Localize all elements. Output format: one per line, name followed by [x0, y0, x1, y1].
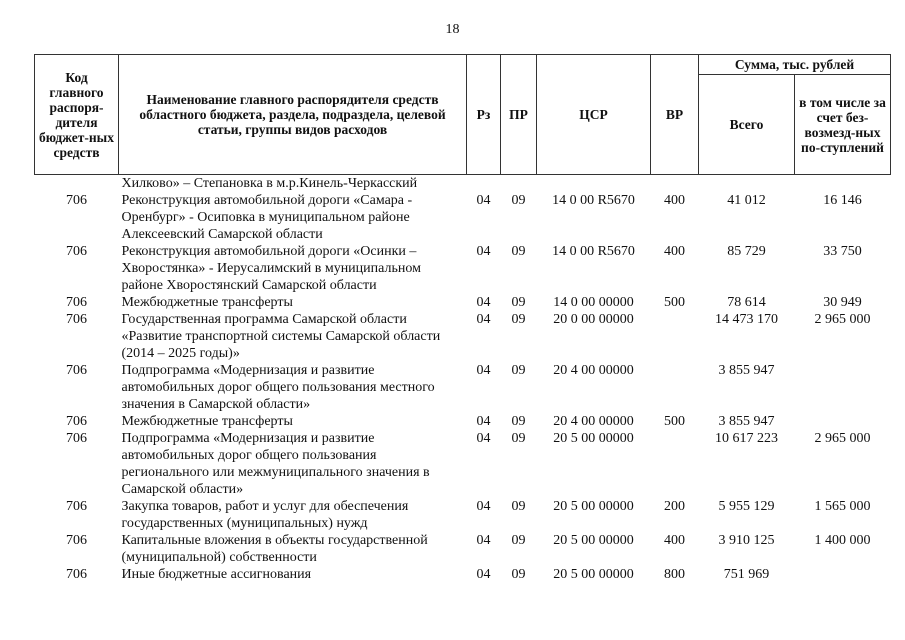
cell-csr — [537, 175, 651, 193]
table-row — [35, 192, 891, 243]
cell-pr: 09 — [511, 567, 526, 582]
cell-vr: 800 — [664, 567, 685, 582]
cell-csr: 20 5 00 00000 — [553, 533, 634, 548]
cell-incl — [795, 175, 891, 193]
cell-vr: 400 — [664, 244, 685, 259]
cell-name: Государственная программа Самарской области «Развитие транспортной системы Самарской области (2014 – 2025 годы)» — [121, 312, 441, 361]
cell-incl: 33 750 — [823, 244, 862, 259]
cell-pr: 09 — [511, 363, 526, 378]
page-number: 18 — [445, 22, 460, 37]
table-row — [35, 498, 891, 532]
header-code: Код главного распоря-дителя бюджет-ных средств — [35, 55, 119, 175]
cell-vr — [651, 430, 699, 498]
cell-name: Реконструкция автомобильной дороги «Самара - Оренбург» - Осиповка в муниципальном районе Алексеевский Самарской области — [121, 193, 413, 242]
cell-code: 706 — [66, 414, 87, 429]
header-name: Наименование главного распорядителя средств областного бюджета, раздела, подраздела, целевой статьи, группы видов расходов — [119, 55, 467, 175]
cell-pr: 09 — [511, 244, 526, 259]
cell-vr: 400 — [664, 193, 685, 208]
cell-code: 706 — [66, 312, 87, 327]
cell-rz: 04 — [476, 431, 491, 446]
cell-name: Иные бюджетные ассигнования — [121, 567, 312, 582]
cell-incl: 1 565 000 — [814, 499, 871, 514]
cell-code: 706 — [66, 363, 87, 378]
cell-vr: 200 — [664, 499, 685, 514]
cell-incl — [795, 566, 891, 583]
header-csr: ЦСР — [537, 55, 651, 175]
cell-rz: 04 — [476, 414, 491, 429]
cell-incl — [795, 362, 891, 413]
table-row — [35, 311, 891, 362]
cell-name: Подпрограмма «Модернизация и развитие автомобильных дорог общего пользования местного значения в Самарской области» — [121, 363, 435, 412]
cell-name: Межбюджетные трансферты — [121, 295, 293, 310]
cell-csr: 20 5 00 00000 — [553, 499, 634, 514]
header-incl: в том числе за счет без-возмезд-ных по-ступлений — [795, 75, 891, 175]
table-row — [35, 175, 891, 193]
table-body — [35, 175, 891, 584]
table-row — [35, 430, 891, 498]
cell-code: 706 — [66, 499, 87, 514]
header-rz: Рз — [467, 55, 501, 175]
table-row — [35, 413, 891, 430]
table-row — [35, 294, 891, 311]
cell-rz: 04 — [476, 499, 491, 514]
header-pr: ПР — [501, 55, 537, 175]
table-row — [35, 243, 891, 294]
cell-code: 706 — [66, 533, 87, 548]
cell-name: Подпрограмма «Модернизация и развитие автомобильных дорог общего пользования регионального или межмуниципального значения в Самарской области» — [121, 431, 430, 497]
cell-code: 706 — [66, 295, 87, 310]
cell-incl: 2 965 000 — [814, 312, 871, 327]
header-vr: ВР — [651, 55, 699, 175]
cell-code: 706 — [66, 193, 87, 208]
cell-vr: 500 — [664, 295, 685, 310]
cell-rz — [467, 175, 501, 193]
cell-total: 78 614 — [727, 295, 766, 310]
cell-rz: 04 — [476, 363, 491, 378]
cell-total: 3 855 947 — [718, 414, 775, 429]
cell-csr: 14 0 00 00000 — [553, 295, 634, 310]
cell-pr: 09 — [511, 312, 526, 327]
header-total: Всего — [699, 75, 795, 175]
cell-csr: 20 5 00 00000 — [553, 431, 634, 446]
cell-vr — [651, 175, 699, 193]
header-sum-group: Сумма, тыс. рублей — [699, 55, 891, 75]
cell-csr: 20 4 00 00000 — [553, 414, 634, 429]
cell-code: 706 — [66, 431, 87, 446]
cell-total: 10 617 223 — [715, 431, 778, 446]
cell-pr: 09 — [511, 295, 526, 310]
cell-pr: 09 — [511, 193, 526, 208]
cell-pr: 09 — [511, 431, 526, 446]
table-row — [35, 566, 891, 583]
cell-total: 41 012 — [727, 193, 766, 208]
cell-pr — [501, 175, 537, 193]
cell-vr: 500 — [664, 414, 685, 429]
cell-total: 3 910 125 — [718, 533, 775, 548]
cell-csr: 20 0 00 00000 — [553, 312, 634, 327]
cell-total — [699, 175, 795, 193]
budget-table — [34, 54, 891, 583]
cell-vr: 400 — [664, 533, 685, 548]
table-row — [35, 362, 891, 413]
cell-rz: 04 — [476, 533, 491, 548]
cell-csr: 20 4 00 00000 — [553, 363, 634, 378]
cell-total: 751 969 — [723, 567, 770, 582]
cell-incl: 2 965 000 — [814, 431, 871, 446]
cell-incl: 16 146 — [823, 193, 862, 208]
cell-code: 706 — [66, 244, 87, 259]
cell-pr: 09 — [511, 533, 526, 548]
cell-name: Хилково» – Степановка в м.р.Кинель-Черкасский — [121, 176, 418, 191]
cell-pr: 09 — [511, 414, 526, 429]
table-header — [35, 55, 891, 175]
cell-incl — [795, 413, 891, 430]
cell-csr: 14 0 00 R5670 — [552, 244, 635, 259]
cell-total: 85 729 — [727, 244, 766, 259]
cell-code: 706 — [66, 567, 87, 582]
cell-code — [35, 175, 119, 193]
cell-rz: 04 — [476, 295, 491, 310]
cell-incl: 1 400 000 — [814, 533, 871, 548]
cell-name: Капитальные вложения в объекты государственной (муниципальной) собственности — [121, 533, 428, 565]
cell-total: 5 955 129 — [718, 499, 775, 514]
cell-csr: 20 5 00 00000 — [553, 567, 634, 582]
cell-rz: 04 — [476, 193, 491, 208]
cell-total: 14 473 170 — [715, 312, 778, 327]
table-row — [35, 532, 891, 566]
cell-rz: 04 — [476, 244, 491, 259]
cell-name: Межбюджетные трансферты — [121, 414, 293, 429]
cell-rz: 04 — [476, 567, 491, 582]
cell-name: Реконструкция автомобильной дороги «Осинки – Хворостянка» - Иерусалимский в муниципальном районе Хворостянский Самарской области — [121, 244, 421, 293]
cell-name: Закупка товаров, работ и услуг для обеспечения государственных (муниципальных) нужд — [121, 499, 409, 531]
cell-csr: 14 0 00 R5670 — [552, 193, 635, 208]
cell-total: 3 855 947 — [718, 363, 775, 378]
cell-vr — [651, 362, 699, 413]
cell-rz: 04 — [476, 312, 491, 327]
cell-incl: 30 949 — [823, 295, 862, 310]
cell-vr — [651, 311, 699, 362]
cell-pr: 09 — [511, 499, 526, 514]
